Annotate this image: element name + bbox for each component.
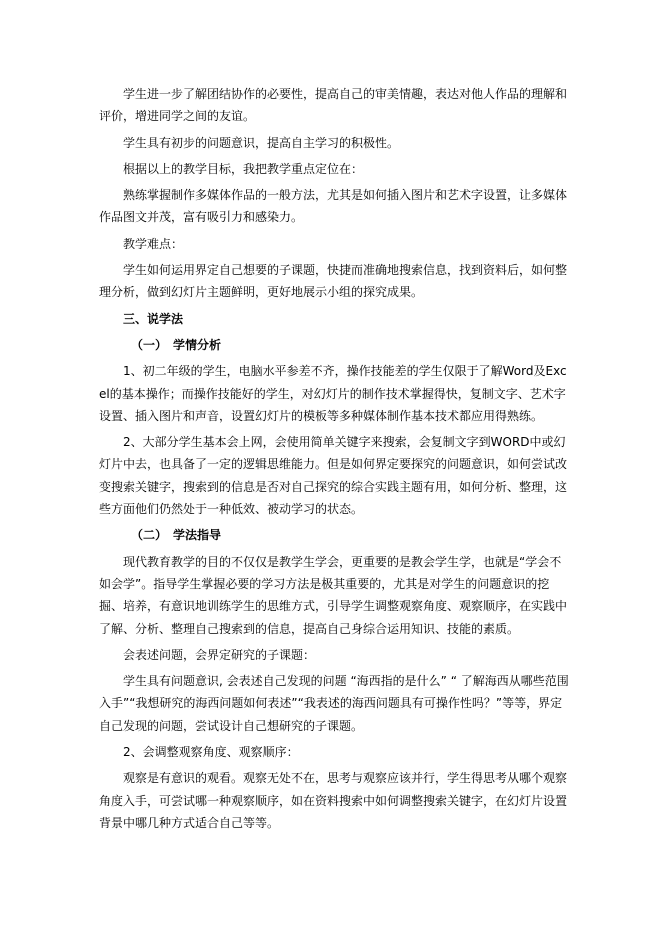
paragraph-focus-intro: 根据以上的教学目标，我把教学重点定位在：: [123, 161, 364, 176]
paragraph-problem-examples: 学生具有问题意识, 会表述自己发现的问题 “海西指的是什么” “ 了解海西从哪些范围入手”“我想研究的海西问题如何表述”“我表述的海西问题具有可操作性吗？”等等，界定自己发现的问题，尝试设计自己想研究的子课题。: [99, 674, 569, 733]
paragraph-state-problem: 会表述问题，会界定研究的子课题：: [123, 647, 316, 662]
paragraph-observe-label: 2、会调整观察角度、观察顺序：: [123, 745, 299, 760]
document-body: [99, 83, 569, 834]
paragraph-focus-content: 熟练掌握制作多媒体作品的一般方法，尤其是如何插入图片和艺术字设置，让多媒体作品图文并茂，富有吸引力和感染力。: [99, 188, 568, 225]
paragraph-modern-education: 现代教育教学的目的不仅仅是教学生学会，更重要的是教会学生学，也就是“学会不如会学”。指导学生掌握必要的学习方法是极其重要的，尤其是对学生的问题意识的挖掘、培养，有意识地训练学生的思维方式，引导学生调整观察角度、观察顺序，在实践中了解、分析、整理自己搜索到的信息，提高自己身综合运用知识、技能的素质。: [99, 554, 568, 636]
paragraph-difficulty-label: 教学难点：: [123, 236, 184, 251]
paragraph-student-level: 1、初二年级的学生，电脑水平参差不齐，操作技能差的学生仅限于了解Word及Excel的基本操作；而操作技能好的学生，对幻灯片的制作技术掌握得快，复制文字、艺术字设置、插入图片和声音，设置幻灯片的模板等多种媒体制作基本技术都应用得熟练。: [99, 364, 567, 423]
subsection-heading-2: [99, 524, 569, 546]
paragraph-internet-skill: 2、大部分学生基本会上网，会使用简单关键字来搜索，会复制文字到WORD中或幻灯片中去，也具备了一定的逻辑思维能力。但是如何界定要探究的问题意识，如何尝试改变搜索关键字，搜索到的信息是否对自己探究的综合实践主题有用，如何分析、整理，这些方面他们仍然处于一种低效、被动学习的状态。: [99, 435, 568, 517]
paragraph-problem-awareness: 学生具有初步的问题意识，提高自主学习的积极性。: [123, 135, 400, 150]
paragraph-observe-content: 观察是有意识的观看。观察无处不在，思考与观察应该并行，学生得思考从哪个观察角度入手，可尝试哪一种观察顺序，如在资料搜索中如何调整搜索关键字，在幻灯片设置背景中哪几种方式适合自己等等。: [99, 771, 568, 830]
subsection-number-1: （一）: [131, 337, 168, 352]
paragraph-difficulty-content: 学生如何运用界定自己想要的子课题，快捷而准确地搜索信息，找到资料后，如何整理分析，做到幻灯片主题鲜明，更好地展示小组的探究成果。: [99, 263, 568, 300]
subsection-title-1: 学情分析: [173, 337, 222, 352]
paragraph-teamwork: 学生进一步了解团结协作的必要性，提高自己的审美情趣，表达对他人作品的理解和评价，增进同学之间的友谊。: [99, 87, 568, 124]
section-title: 三、说学法: [123, 311, 184, 326]
subsection-number-2: （二）: [131, 528, 168, 543]
subsection-title-2: 学法指导: [173, 528, 222, 543]
subsection-heading-1: [99, 334, 569, 356]
